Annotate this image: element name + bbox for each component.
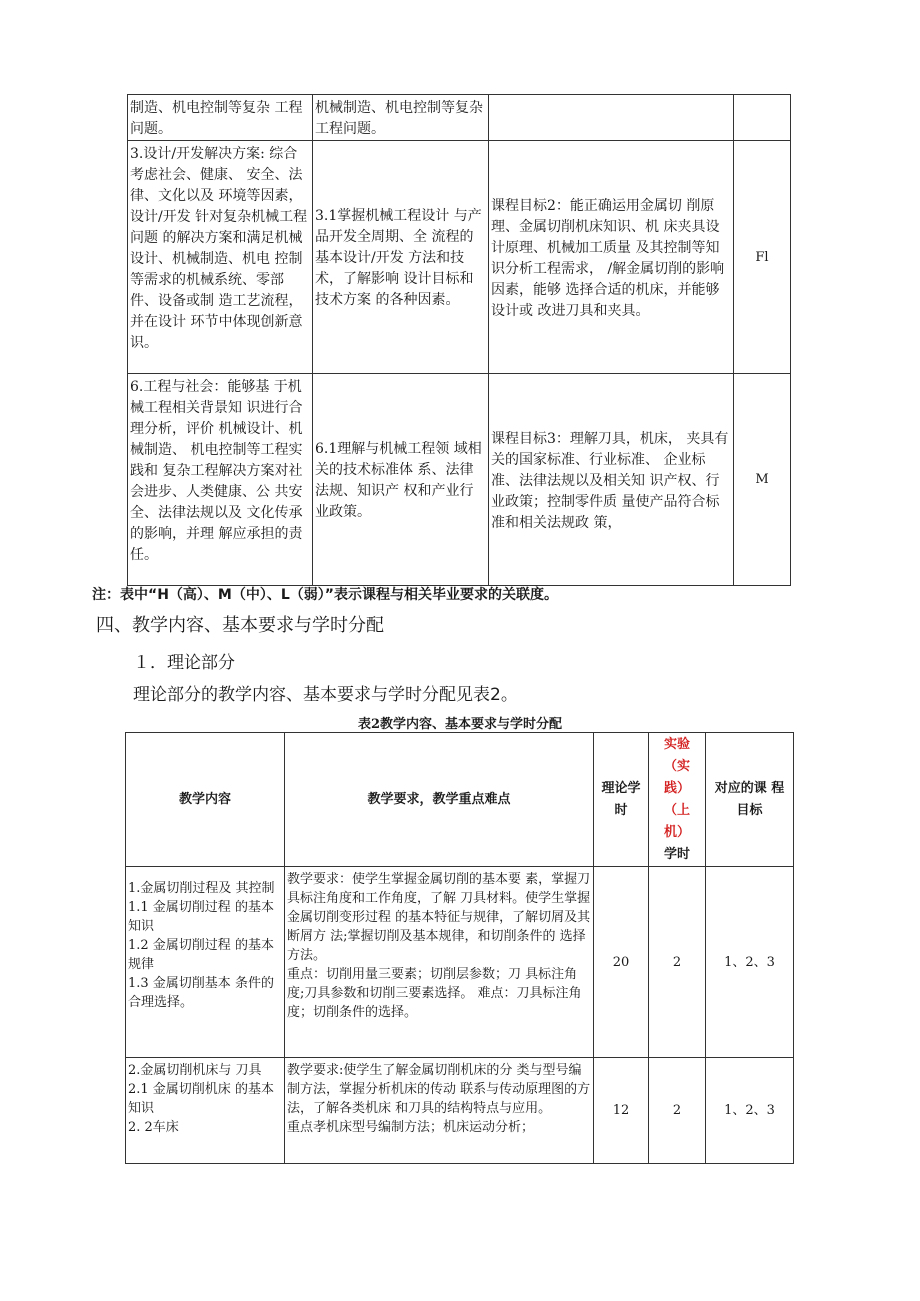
content-cell: 1.金属切削过程及 其控制 1.1 金属切削过程 的基本知识 1.2 金属切削过程 的基本规律 1.3 金属切削基本 条件的合理选择。 [126, 867, 285, 1058]
header-content: 教学内容 [126, 733, 285, 867]
header-requirements: 教学要求，教学重点难点 [285, 733, 594, 867]
table-row [128, 374, 791, 586]
relevance-cell: Fl [734, 141, 791, 374]
lab-hours-cell: 2 [649, 867, 706, 1058]
table-note: 注：表中“H（高）、M（中）、L（弱）”表示课程与相关毕业要求的关联度。 [92, 587, 558, 603]
indicator-cell: 机械制造、机电控制等复杂工程问题。 [313, 95, 489, 141]
teaching-content-table [125, 732, 794, 1164]
requirement-cell: 制造、机电控制等复杂 工程问题。 [128, 95, 313, 141]
goals-cell: 1、2、3 [706, 1058, 794, 1164]
header-lab-label: 实验（实践）（上机） [663, 736, 690, 840]
table-row [128, 95, 791, 141]
header-theory-hours [594, 733, 649, 867]
table-row [128, 141, 791, 374]
indicator-cell: 6.1理解与机械工程领 域相关的技术标准体 系、法律法规、知识产 权和产业行业政策。 [313, 374, 489, 586]
relevance-cell [734, 95, 791, 141]
header-lab-unit: 学时 [663, 846, 690, 862]
content-cell: 2.金属切削机床与 刀具 2.1 金属切削机床 的基本知识 2. 2车床 [126, 1058, 285, 1164]
subsection-title: １．理论部分 [133, 653, 235, 673]
lab-hours-cell: 2 [649, 1058, 706, 1164]
header-theory-hours-label: 理论学时 [601, 780, 641, 818]
intro-paragraph: 理论部分的教学内容、基本要求与学时分配见表2。 [133, 685, 518, 705]
requirements-cell: 教学要求:使学生了解金属切削机床的分 类与型号编制方法，掌握分析机床的传动 联系与传动原理图的方法，了解各类机床 和刀具的结构特点与应用。 重点孝机床型号编制方法；机床运动分析； [285, 1058, 594, 1164]
theory-hours-cell: 20 [594, 867, 649, 1058]
table-header-row [126, 733, 794, 867]
table-row [126, 867, 794, 1058]
graduation-requirements-table [127, 94, 791, 586]
relevance-cell: M [734, 374, 791, 586]
indicator-cell: 3.1掌握机械工程设计 与产品开发全周期、全 流程的基本设计/开发 方法和技术，了解影响 设计目标和技术方案 的各种因素。 [313, 141, 489, 374]
header-goals [706, 733, 794, 867]
table-row [126, 1058, 794, 1164]
requirement-cell: 6.工程与社会：能够基 于机械工程相关背景知 识进行合理分析，评价 机械设计、机械制造、 机电控制等工程实践和 复杂工程解决方案对社 会进步、人类健康、公 共安全、法律法规以及 文化传承的影响，并理 解应承担的责任。 [128, 374, 313, 586]
requirement-cell: 3.设计/开发解决方案: 综合考虑社会、健康、 安全、法律、文化以及 环境等因素，设计/开发 针对复杂机械工程问题 的解决方案和满足机械 设计、机械制造、机电 控制等需求的机械系统、零部件、设备或制 造工艺流程，并在设计 环节中体现创新意识。 [128, 141, 313, 374]
theory-hours-cell: 12 [594, 1058, 649, 1164]
header-lab-hours [649, 733, 706, 867]
course-goal-cell: 课程目标2：能正确运用金属切 削原理、金属切削机床知识、机 床夹具设计原理、机械加工质量 及其控制等知识分析工程需求， /解金属切削的影响因素，能够 选择合适的机床，并能够设计或 改进刀具和夹具。 [489, 141, 734, 374]
table-caption: 表2教学内容、基本要求与学时分配 [357, 717, 563, 732]
course-goal-cell [489, 95, 734, 141]
requirements-cell: 教学要求：使学生掌握金属切削的基本要 素，掌握刀具标注角度和工作角度，了解 刀具材料。使学生掌握金属切削变形过程 的基本特征与规律，了解切屑及其断屑方 法;掌握切削及基本规律，和切削条件的 选择方法。 重点：切削用量三要素；切削层参数；刀 具标注角度;刀具参数和切削三要素选择。 难点：刀具标注角度；切削条件的选择。 [285, 867, 594, 1058]
goals-cell: 1、2、3 [706, 867, 794, 1058]
course-goal-cell: 课程目标3：理解刀具，机床， 夹具有关的国家标准、行业标准、 企业标准、法律法规以及相关知 识产权、行业政策；控制零件质 量使产品符合标准和相关法规政 策， [489, 374, 734, 586]
section-title: 四、教学内容、基本要求与学时分配 [96, 615, 384, 636]
header-goals-label: 对应的课 程目标 [714, 780, 785, 818]
